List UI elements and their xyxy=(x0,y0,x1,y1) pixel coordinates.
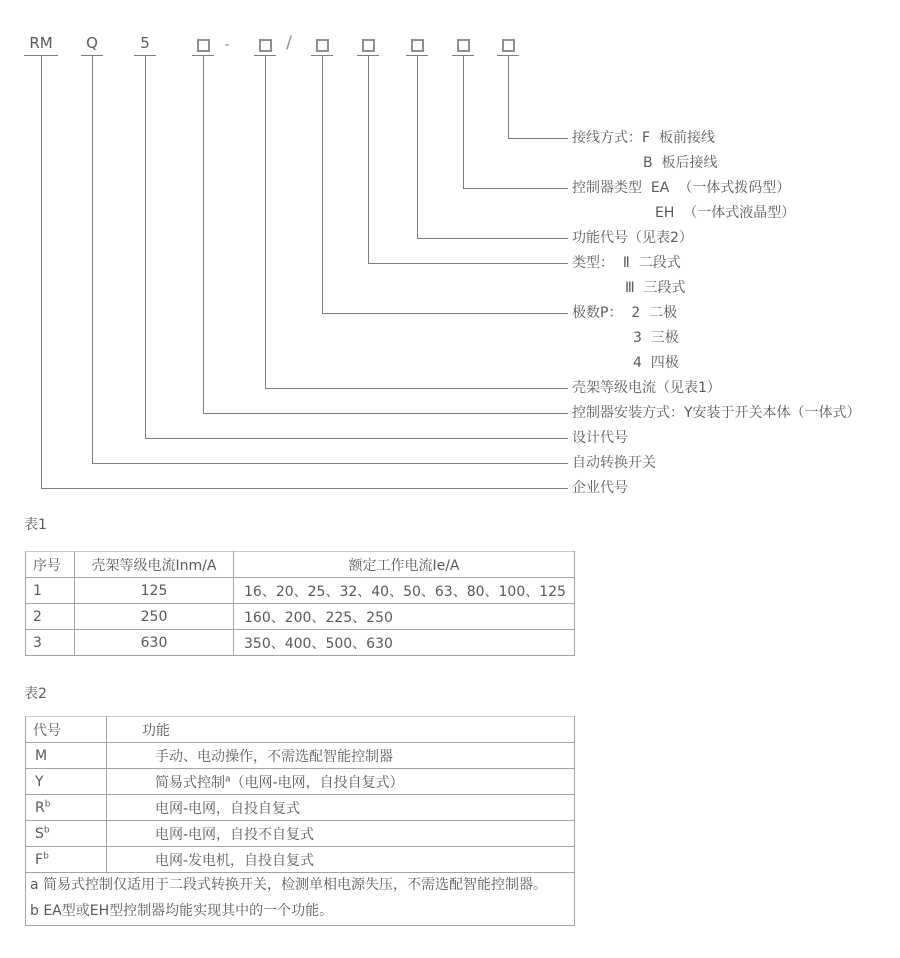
code-cell: $S^b$ xyxy=(26,821,107,847)
table1-header-frame-current: 壳架等级电流Inm/A xyxy=(75,552,234,578)
label-controller-type: 控制器类型 EA （一体式拨码型） xyxy=(572,180,791,196)
connector-line xyxy=(145,56,146,438)
code-superscript: b xyxy=(43,850,49,861)
label-frame-current: 壳架等级电流（见表1） xyxy=(572,380,721,396)
connector-line xyxy=(92,56,93,463)
label-wiring-method: 接线方式：F 板前接线 xyxy=(572,130,715,146)
table-row xyxy=(26,821,575,847)
code-part-enterprise: RM xyxy=(29,34,53,52)
connector-line xyxy=(508,56,509,138)
function-cell: 简易式控制$^a$（电网-电网，自投自复式） xyxy=(107,769,575,795)
code-separator-slash: / xyxy=(286,33,292,53)
code-cell: M xyxy=(26,743,107,769)
function-cell: 电网-发电机，自投自复式 xyxy=(107,847,575,873)
connector-line xyxy=(368,56,369,263)
label-wiring-rear: B 板后接线 xyxy=(643,155,718,171)
label-type-three-step: Ⅲ 三段式 xyxy=(625,280,686,296)
connector-line xyxy=(417,56,418,238)
function-cell: 手动、电动操作，不需选配智能控制器 xyxy=(107,743,575,769)
table1-header-row xyxy=(26,552,575,578)
table2-header-row xyxy=(26,717,575,743)
placeholder-box xyxy=(259,39,272,52)
connector-line xyxy=(41,488,568,489)
table2-caption: 表2 xyxy=(24,686,47,702)
connector-line xyxy=(265,56,266,388)
connector-line xyxy=(92,463,568,464)
frame-current-cell: 250 xyxy=(75,604,234,630)
table2-header-code: 代号 xyxy=(26,717,107,743)
rated-current-cell: 160、200、225、250 xyxy=(234,604,575,630)
rated-current-cell: 350、400、500、630 xyxy=(234,630,575,656)
table1-header-rated-current: 额定工作电流Ie/A xyxy=(234,552,575,578)
function-cell: 电网-电网，自投自复式 xyxy=(107,795,575,821)
label-enterprise-code: 企业代号 xyxy=(572,480,628,496)
label-transfer-switch: 自动转换开关 xyxy=(572,455,656,471)
code-separator-dash: - xyxy=(224,37,230,53)
code-part-design: 5 xyxy=(140,34,150,52)
connector-line xyxy=(203,56,204,413)
label-poles-three: 3 三极 xyxy=(633,330,679,346)
code-superscript: b xyxy=(44,798,51,809)
table2-function-codes xyxy=(25,716,575,926)
table1-frame-current xyxy=(25,551,575,656)
function-superscript: a xyxy=(225,773,231,784)
table-row xyxy=(26,604,575,630)
table-row xyxy=(26,630,575,656)
label-poles: 极数P： 2 二极 xyxy=(572,305,678,321)
placeholder-box xyxy=(457,39,470,52)
index-cell: 2 xyxy=(26,604,75,630)
label-type: 类型： Ⅱ 二段式 xyxy=(572,255,681,271)
table1-caption: 表1 xyxy=(24,517,47,533)
table-row xyxy=(26,743,575,769)
code-cell: $F^b$ xyxy=(26,847,107,873)
placeholder-box xyxy=(197,39,210,52)
label-design-code: 设计代号 xyxy=(572,430,628,446)
table-row xyxy=(26,847,575,873)
connector-line xyxy=(145,438,568,439)
index-cell: 1 xyxy=(26,578,75,604)
connector-line xyxy=(265,388,568,389)
table-row xyxy=(26,578,575,604)
connector-line xyxy=(368,263,568,264)
connector-line xyxy=(322,56,323,313)
connector-line xyxy=(463,188,568,189)
label-poles-four: 4 四极 xyxy=(633,355,679,371)
connector-line xyxy=(322,313,568,314)
placeholder-box xyxy=(362,39,375,52)
connector-line xyxy=(463,56,464,188)
function-cell: 电网-电网，自投不自复式 xyxy=(107,821,575,847)
table2-notes-row xyxy=(26,873,575,926)
table-row xyxy=(26,795,575,821)
note-b: b EA型或EH型控制器均能实现其中的一个功能。 xyxy=(30,903,334,919)
label-controller-type-eh: EH （一体式液晶型） xyxy=(655,205,796,221)
placeholder-box xyxy=(502,39,515,52)
frame-current-cell: 630 xyxy=(75,630,234,656)
label-function-code: 功能代号（见表2） xyxy=(572,230,693,246)
code-superscript: b xyxy=(43,824,50,835)
connector-line xyxy=(41,56,42,488)
code-cell: $R^b$ xyxy=(26,795,107,821)
placeholder-box xyxy=(316,39,329,52)
label-controller-mounting: 控制器安装方式：Y安装于开关本体（一体式） xyxy=(572,405,861,421)
frame-current-cell: 125 xyxy=(75,578,234,604)
note-a: a 简易式控制仅适用于二段式转换开关，检测单相电源失压，不需选配智能控制器。 xyxy=(30,877,548,893)
table2-header-function: 功能 xyxy=(107,717,575,743)
table1-header-index: 序号 xyxy=(26,552,75,578)
table2-notes xyxy=(26,873,575,926)
placeholder-box xyxy=(411,39,424,52)
code-cell: Y xyxy=(26,769,107,795)
connector-line xyxy=(508,138,568,139)
connector-line xyxy=(203,413,568,414)
code-part-switch: Q xyxy=(86,34,98,52)
connector-line xyxy=(417,238,568,239)
table-row xyxy=(26,769,575,795)
index-cell: 3 xyxy=(26,630,75,656)
rated-current-cell: 16、20、25、32、40、50、63、80、100、125 xyxy=(234,578,575,604)
